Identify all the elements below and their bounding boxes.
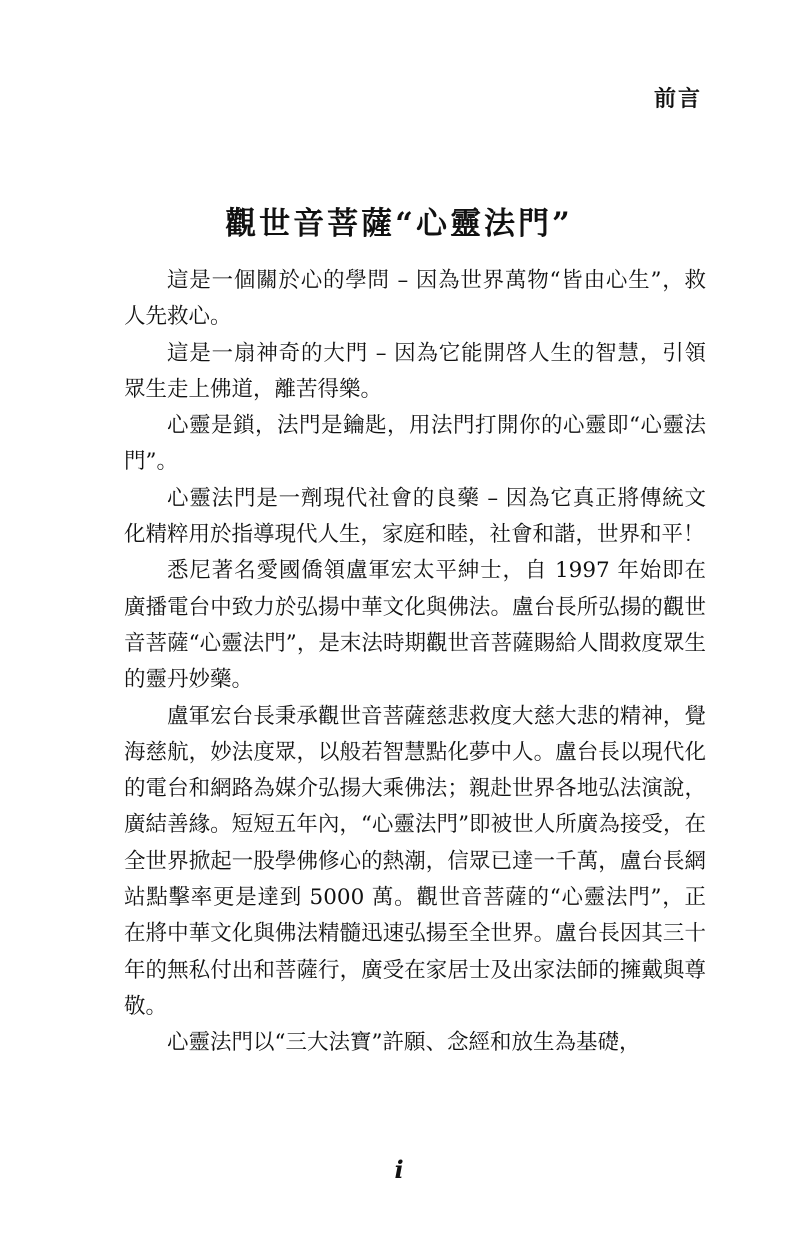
page-title: 觀世音菩薩“心靈法門” <box>225 206 573 242</box>
paragraph: 悉尼著名愛國僑領盧軍宏太平紳士，自 1997 年始即在廣播電台中致力於弘揚中華文化與佛法。盧台長所弘揚的觀世音菩薩“心靈法門”，是末法時期觀世音菩薩賜給人間救度眾生的靈丹妙藥。 <box>124 558 706 693</box>
paragraph: 心靈是鎖，法門是鑰匙，用法門打開你的心靈即“心靈法門”。 <box>124 413 706 475</box>
paragraph: 心靈法門以“三大法寶”許願、念經和放生為基礎， <box>167 1030 641 1056</box>
paragraph: 這是一扇神奇的大門 – 因為它能開啓人生的智慧，引領眾生走上佛道，離苦得樂。 <box>124 340 706 402</box>
paragraph: 盧軍宏台長秉承觀世音菩薩慈悲救度大慈大悲的精神，覺海慈航，妙法度眾，以般若智慧點化夢中人。盧台長以現代化的電台和網路為媒介弘揚大乘佛法；親赴世界各地弘法演說，廣結善緣。短短五年內，“心靈法門”即被世人所廣為接受，在全世界掀起一股學佛修心的熱潮，信眾已達一千萬，盧台長網站點擊率更是達到 5000 萬。觀世音菩薩的“心靈法門”，正在將中華文化與佛法精髓迅速弘揚至全世界。盧台長因其三十年的無私付出和菩薩行，廣受在家居士及出家法師的擁戴與尊敬。 <box>124 703 706 1019</box>
page-number: i <box>394 1155 404 1184</box>
paragraph: 心靈法門是一劑現代社會的良藥 – 因為它真正將傳統文化精粹用於指導現代人生，家庭和睦，社會和諧，世界和平！ <box>124 485 706 548</box>
paragraph: 這是一個關於心的學問 – 因為世界萬物“皆由心生”，救人先救心。 <box>124 268 706 330</box>
running-head: 前言 <box>653 86 702 112</box>
body-text <box>124 263 706 1062</box>
